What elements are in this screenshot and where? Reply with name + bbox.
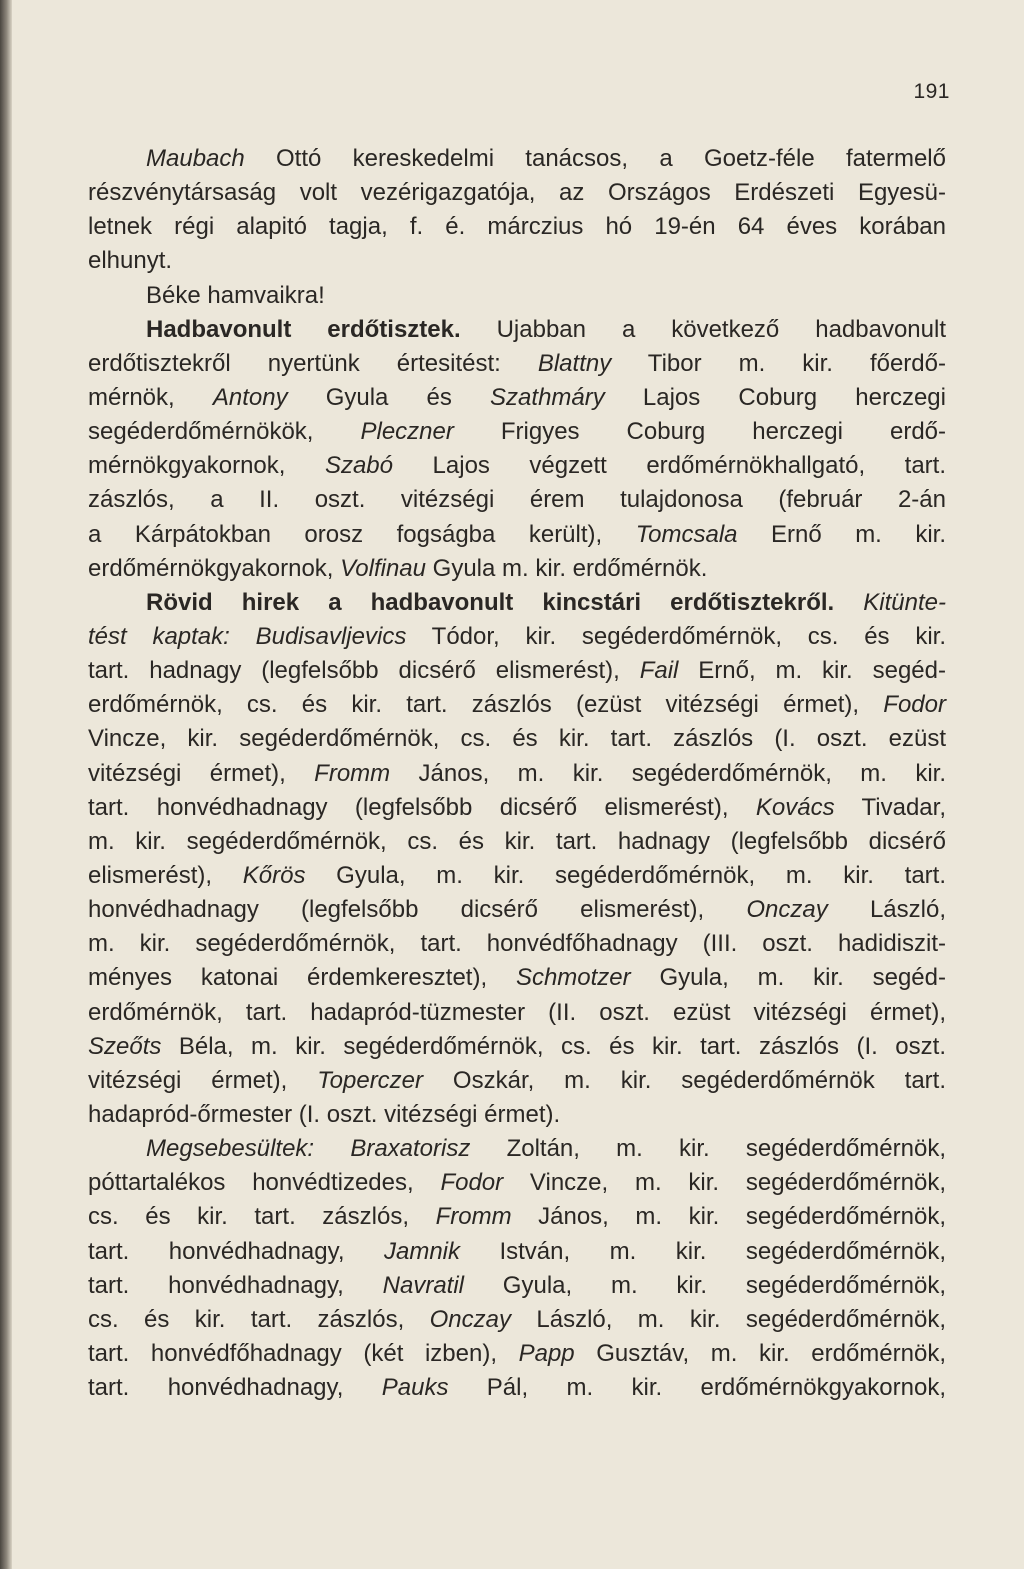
italic-name: Navratil [382,1271,465,1299]
text-line [88,244,946,278]
text-run: ményes katonai érdemkeresztet), [88,964,516,992]
text-run: Gyula, m. kir. segéd- [630,964,946,992]
text-run: m. kir. segéderdőmérnök, tart. honvédfőhadnagy (III. oszt. hadidiszit- [88,930,946,958]
text-run: Pál, m. kir. erdőmérnökgyakornok, [448,1374,946,1402]
text-run: Gyula és [287,383,491,411]
text-run: tart. honvédhadnagy, [88,1374,382,1402]
text-run: tart. honvédfőhadnagy (két izben), [88,1339,519,1367]
bold-heading: Hadbavonult erdőtisztek. [146,315,461,343]
text-run: Ernő m. kir. [737,520,947,548]
text-run: István, m. kir. segéderdőmérnök, [460,1237,947,1265]
bold-heading: Rövid hirek a hadbavonult kincstári erdőtisztekről. [146,588,835,616]
text-line [88,791,946,825]
text-run: Gyula, m. kir. segéderdőmérnök, m. kir. tart. [305,861,946,889]
page-binding-edge [0,0,12,1569]
text-run: Béla, m. kir. segéderdőmérnök, cs. és kir. tart. zászlós (I. oszt. [161,1032,946,1060]
text-line [88,449,946,483]
italic-name: Onczay [746,896,828,924]
text-run: elhunyt. [88,247,173,275]
text-line [88,1269,946,1303]
italic-name: Volfinau [340,554,426,582]
text-run: tart. honvédhadnagy, [88,1237,384,1265]
italic-name: Antony [212,383,288,411]
text-line [88,483,946,517]
italic-name: Szeőts [88,1032,162,1060]
text-line [88,142,946,176]
text-line [88,1064,946,1098]
text-run: cs. és kir. tart. zászlós, [88,1203,436,1231]
text-line [88,518,946,552]
text-run: Tivadar, [834,793,946,821]
text-line [88,552,946,586]
italic-name: Pauks [381,1374,449,1402]
text-line [88,859,946,893]
text-line [88,415,946,449]
italic-name: Kitünte- [863,588,947,616]
text-line [88,620,946,654]
text-run [314,1135,350,1162]
text-line [88,586,946,620]
italic-name: Maubach [146,145,245,172]
text-run: részvénytársaság volt vezérigazgatója, az Országos Erdészeti Egyesü- [88,179,946,207]
text-line [88,1030,946,1064]
text-run: Frigyes Coburg herczegi erdő- [453,418,947,446]
text-run: tart. hadnagy (legfelsőbb dicsérő elismerést), [88,657,640,685]
text-run: Gyula, m. kir. segéderdőmérnök, [464,1271,947,1299]
italic-name: Szabó [324,452,394,480]
text-line [88,210,946,244]
italic-name: Szathmáry [490,383,605,411]
italic-name: Toperczer [317,1066,424,1094]
text-line [88,1337,946,1371]
text-run: Oszkár, m. kir. segéderdőmérnök tart. [423,1066,946,1094]
italic-name: Braxatorisz [350,1135,471,1163]
text-run: János, m. kir. segéderdőmérnök, [511,1203,946,1231]
text-run: erdőtisztekről nyertünk értesitést: [88,349,538,377]
text-run: Ernő, m. kir. segéd- [678,657,946,685]
text-run: Gusztáv, m. kir. erdőmérnök, [574,1339,946,1367]
italic-name: Papp [518,1339,575,1367]
italic-name: Tomcsala [635,520,738,548]
text-run: Gyula m. kir. erdőmérnök. [425,554,708,582]
text-run: hadapród-őrmester (I. oszt. vitézségi érmet). [88,1100,561,1128]
text-run: Vincze, m. kir. segéderdőmérnök, [503,1169,946,1197]
italic-name: Fodor [440,1169,504,1197]
italic-name: Schmotzer [515,964,631,992]
text-run: László, m. kir. segéderdőmérnök, [511,1305,947,1333]
italic-name: Fromm [314,759,391,787]
text-line [88,927,946,961]
text-run: elismerést), [88,861,243,889]
text-run: Ujabban a következő hadbavonult [460,315,947,343]
text-run: László, [827,896,946,924]
text-run: tart. honvédhadnagy (legfelsőbb dicsérő elismerést), [88,793,756,821]
text-run: mérnökgyakornok, [88,452,325,480]
italic-name: Megsebesültek: [146,1135,315,1163]
text-line [88,1371,946,1405]
text-run: letnek régi alapitó tagja, f. é. márczius hó 19-én 64 éves korában [88,213,946,241]
text-run: erdőmérnök, cs. és kir. tart. zászlós (ezüst vitézségi érmet), [88,691,884,719]
text-run: Ottó kereskedelmi tanácsos, a Goetz-féle fatermelő [244,145,946,172]
italic-name: Blattny [537,349,612,377]
text-line [88,176,946,210]
text-run: cs. és kir. tart. zászlós, [88,1305,430,1333]
text-line [88,688,946,722]
italic-name: tést kaptak: [88,622,230,650]
text-line [88,1132,946,1166]
text-line [88,654,946,688]
text-line [88,996,946,1030]
text-line [88,825,946,859]
text-line [88,1303,946,1337]
text-line [88,1200,946,1234]
text-run: vitézségi érmet), [88,759,315,787]
text-run: János, m. kir. segéderdőmérnök, m. kir. [390,759,946,787]
text-run: erdőmérnökgyakornok, [88,554,341,582]
italic-name: Onczay [429,1305,511,1333]
text-line [88,757,946,791]
text-line [88,722,946,756]
text-run [230,623,256,650]
body-text [88,142,946,1405]
text-run: Zoltán, m. kir. segéderdőmérnök, [470,1135,947,1163]
text-run: mérnök, [88,383,213,411]
text-run: Tódor, kir. segéderdőmérnök, cs. és kir. [406,622,946,650]
text-run: Béke hamvaikra! [146,281,325,309]
italic-name: Fromm [435,1203,512,1231]
text-run [834,589,863,616]
text-line [88,381,946,415]
text-run: Lajos végzett erdőmérnökhallgató, tart. [393,452,946,480]
italic-name: Fodor [883,691,946,719]
text-run: vitézségi érmet), [88,1066,318,1094]
text-run: m. kir. segéderdőmérnök, cs. és kir. tart. hadnagy (legfelsőbb dicsérő [88,827,946,855]
italic-name: Jamnik [383,1237,461,1265]
text-line [88,1098,946,1132]
text-run: Vincze, kir. segéderdőmérnök, cs. és kir. tart. zászlós (I. oszt. ezüst [88,725,946,753]
italic-name: Pleczner [360,418,454,446]
text-run: honvédhadnagy (legfelsőbb dicsérő elismerést), [88,896,747,924]
text-run: zászlós, a II. oszt. vitézségi érem tulajdonosa (február 2-án [88,486,946,514]
text-line [88,279,946,313]
text-run: tart. honvédhadnagy, [88,1271,383,1299]
text-run: Lajos Coburg herczegi [604,383,946,411]
italic-name: Kőrös [242,861,306,889]
text-line [88,961,946,995]
text-line [88,893,946,927]
italic-name: Fail [639,657,679,685]
text-run: a Kárpátokban orosz fogságba került), [88,520,636,548]
page-number: 191 [913,80,950,103]
text-line [88,1166,946,1200]
italic-name: Budisavljevics [255,622,407,650]
text-run: erdőmérnök, tart. hadapród-tüzmester (II. oszt. ezüst vitézségi érmet), [88,998,946,1026]
text-line [88,313,946,347]
text-line [88,347,946,381]
text-run: póttartalékos honvédtizedes, [88,1169,441,1197]
text-line [88,1235,946,1269]
text-run: Tibor m. kir. főerdő- [611,349,946,377]
text-run: segéderdőmérnökök, [88,418,361,446]
italic-name: Kovács [755,793,835,821]
